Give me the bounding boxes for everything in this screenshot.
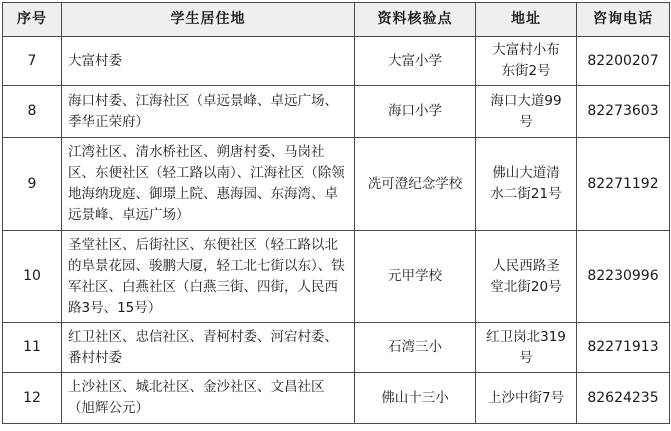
residence-area: 上沙社区、城北社区、金沙社区、文昌社区（旭辉公元） <box>62 373 355 424</box>
site-address: 大富村小布东街2号 <box>476 37 577 86</box>
contact-phone: 82200207 <box>577 37 670 86</box>
verification-site: 元甲学校 <box>355 231 476 323</box>
table-row <box>3 373 670 424</box>
site-address: 红卫岗北319号 <box>476 323 577 373</box>
row-index: 8 <box>3 86 62 138</box>
row-index: 9 <box>3 138 62 231</box>
table-row <box>3 86 670 138</box>
table-row <box>3 323 670 373</box>
verification-site: 大富小学 <box>355 37 476 86</box>
row-index: 10 <box>3 231 62 323</box>
verification-site: 佛山十三小 <box>355 373 476 424</box>
residence-area: 圣堂社区、后街社区、东便社区（轻工路以北的阜景花园、骏鹏大厦，轻工北七街以东）、铁军社区、白燕社区（白燕三街、四街，人民西路3号、15号） <box>62 231 355 323</box>
table-row <box>3 37 670 86</box>
residence-area: 海口村委、江海社区（卓远景峰、卓远广场、季华正荣府） <box>62 86 355 138</box>
table-header <box>3 3 670 37</box>
residence-area: 江湾社区、清水桥社区、朔唐村委、马岗社区、东便社区（轻工路以南）、江海社区（除领地海纳珑庭、御璟上院、惠海园、东海湾、卓远景峰、卓远广场） <box>62 138 355 231</box>
row-index: 11 <box>3 323 62 373</box>
contact-phone: 82271913 <box>577 323 670 373</box>
row-index: 7 <box>3 37 62 86</box>
contact-phone: 82273603 <box>577 86 670 138</box>
verification-site: 石湾三小 <box>355 323 476 373</box>
site-address: 人民西路圣堂北街20号 <box>476 231 577 323</box>
table-row <box>3 138 670 231</box>
contact-phone: 82271192 <box>577 138 670 231</box>
header-verification-site: 资料核验点 <box>355 3 476 37</box>
header-phone: 咨询电话 <box>577 3 670 37</box>
header-address: 地址 <box>476 3 577 37</box>
contact-phone: 82624235 <box>577 373 670 424</box>
residence-area: 大富村委 <box>62 37 355 86</box>
verification-site: 冼可澄纪念学校 <box>355 138 476 231</box>
table-body <box>3 37 670 424</box>
header-index: 序号 <box>3 3 62 37</box>
residence-area: 红卫社区、忠信社区、青柯村委、河宕村委、番村村委 <box>62 323 355 373</box>
verification-site: 海口小学 <box>355 86 476 138</box>
site-address: 佛山大道清水二街21号 <box>476 138 577 231</box>
registration-site-table <box>2 2 670 424</box>
header-residence-area: 学生居住地 <box>62 3 355 37</box>
contact-phone: 82230996 <box>577 231 670 323</box>
site-address: 海口大道99号 <box>476 86 577 138</box>
table-row <box>3 231 670 323</box>
site-address: 上沙中街7号 <box>476 373 577 424</box>
header-row <box>3 3 670 37</box>
row-index: 12 <box>3 373 62 424</box>
